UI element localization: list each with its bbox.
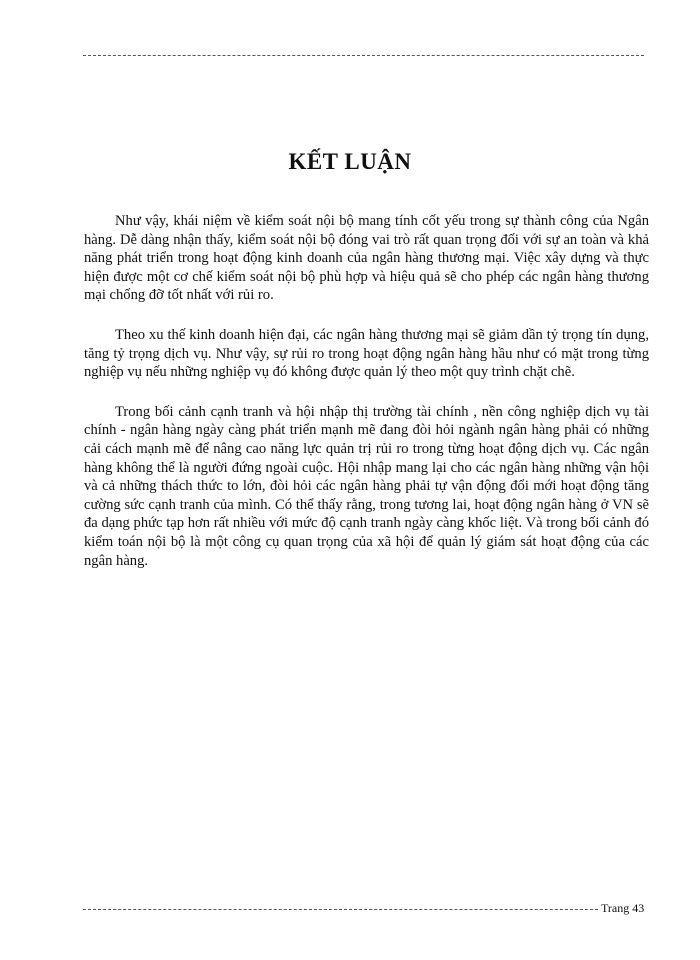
page-title: KẾT LUẬN (288, 149, 412, 175)
document-body (84, 212, 649, 591)
header-divider (83, 55, 644, 56)
paragraph: Trong bối cảnh cạnh tranh và hội nhập thị trường tài chính , nền công nghiệp dịch vụ tài chính - ngân hàng ngày càng phát triển mạnh mẽ đang đòi hỏi ngành ngân hàng phải có những cải cách mạnh mẽ để nâng cao năng lực quản trị rủi ro trong từng hoạt động dịch vụ. Các ngân hàng không thể là người đứng ngoài cuộc. Hội nhập mang lại cho các ngân hàng những vận hội và cả những thách thức to lớn, đòi hỏi các ngân hàng phải tự vận động đổi mới hoạt động tăng cường sức cạnh tranh của mình. Có thể thấy rằng, trong tương lai, hoạt động ngân hàng ở VN sẽ đa dạng phức tạp hơn rất nhiều với mức độ cạnh tranh ngày càng khốc liệt. Và trong bối cảnh đó kiểm toán nội bộ là một công cụ quan trọng của xã hội để quản lý giám sát hoạt động của các ngân hàng. (84, 403, 649, 569)
paragraph: Như vậy, khái niệm về kiểm soát nội bộ mang tính cốt yếu trong sự thành công của Ngân hàng. Dễ dàng nhận thấy, kiểm soát nội bộ đóng vai trò rất quan trọng đối với sự an toàn và khả năng phát triển trong hoạt động kinh doanh của ngân hàng thương mại. Việc xây dựng và thực hiện được một cơ chế kiểm soát nội bộ phù hợp và hiệu quả sẽ cho phép các ngân hàng thương mại chống đỡ tốt nhất với rủi ro. (84, 213, 649, 304)
paragraph: Theo xu thế kinh doanh hiện đại, các ngân hàng thương mại sẽ giảm dần tỷ trọng tín dụng, tăng tỷ trọng dịch vụ. Như vậy, sự rủi ro trong hoạt động ngân hàng hầu như có mặt trong từng nghiệp vụ nếu những nghiệp vụ đó không được quản lý theo một quy trình chặt chẽ. (84, 326, 649, 381)
page-number: Trang 43 (601, 901, 645, 915)
footer-divider (83, 909, 598, 910)
